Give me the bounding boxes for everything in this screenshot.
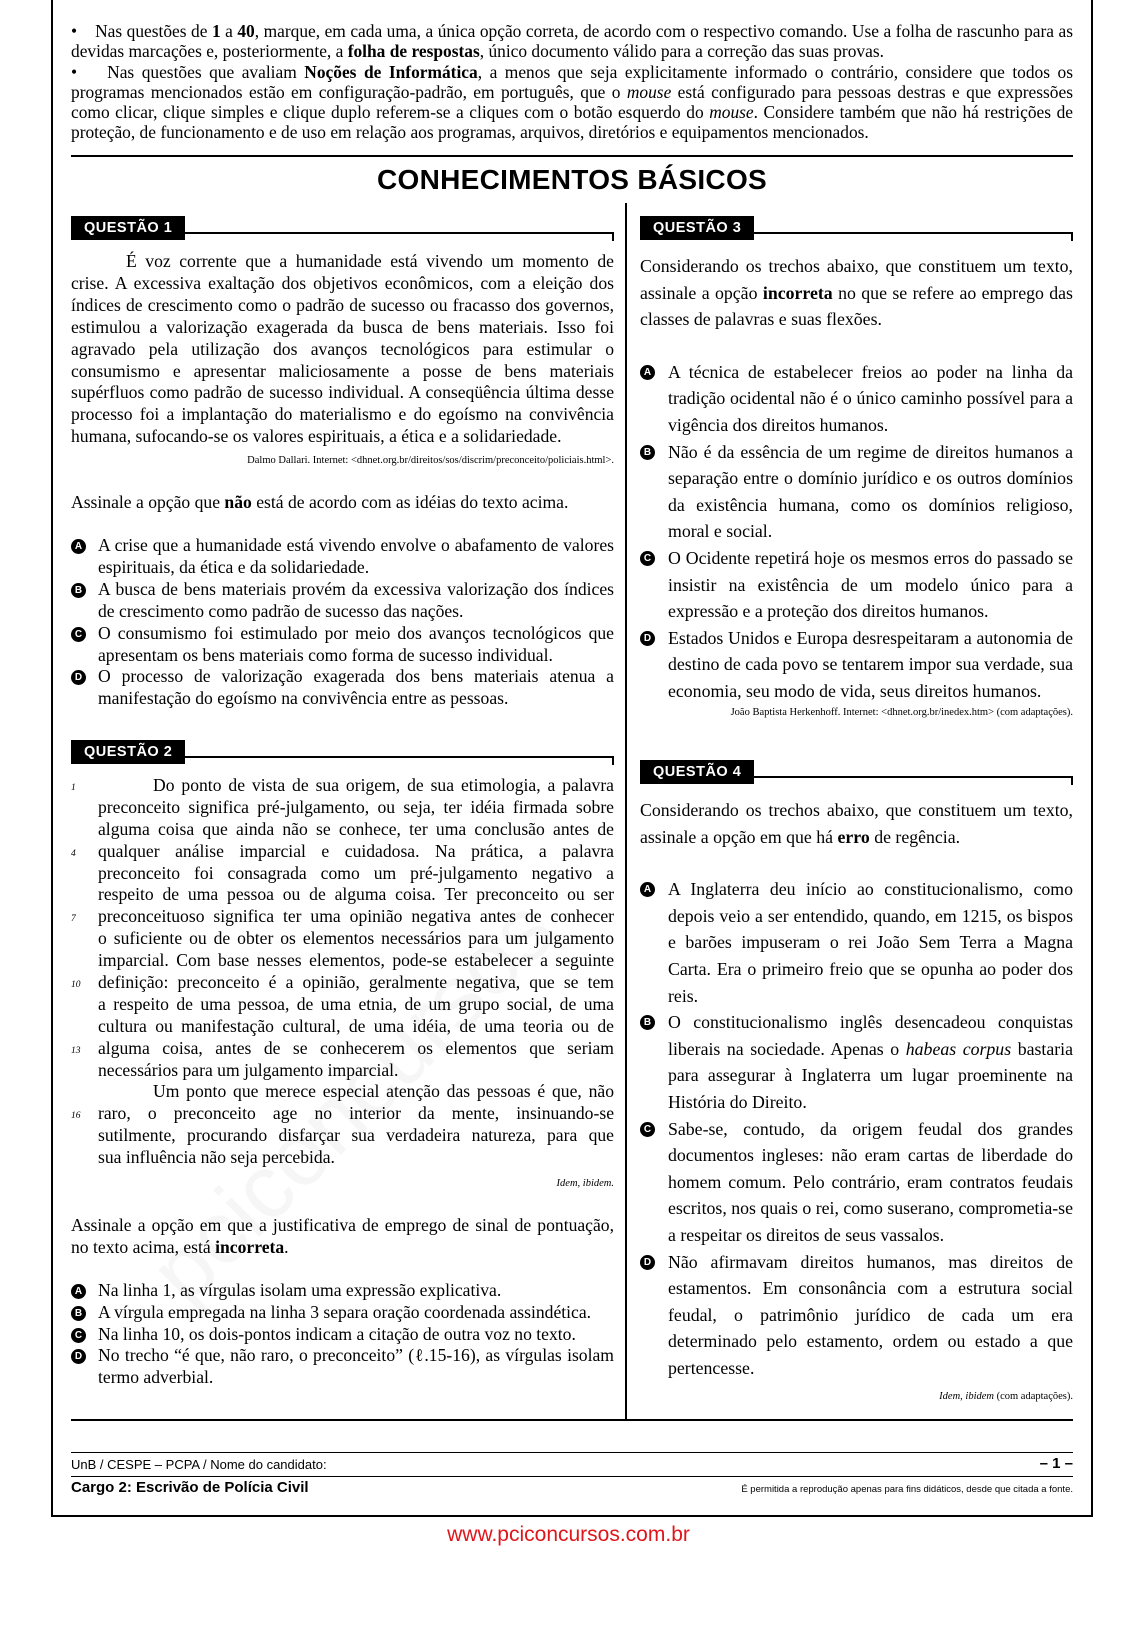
option-text: No trecho “é que, não raro, o preconceito” (ℓ.15-16), as vírgulas isolam termo adverbial. <box>98 1345 614 1388</box>
line-number: 7 <box>71 914 76 925</box>
question-3-body <box>640 253 1073 721</box>
option-letter-icon: D <box>71 670 86 685</box>
text-line <box>71 1081 614 1103</box>
text-line <box>71 819 614 841</box>
line-text: raro, o preconceito age no interior da mente, insinuando-se <box>98 1103 614 1124</box>
question-4-options <box>640 876 1073 1381</box>
question-1-header <box>71 216 614 240</box>
line-text: sutilmente, procurando disfarçar sua verdadeira natureza, para que <box>98 1125 614 1146</box>
option-text: Estados Unidos e Europa desrespeitaram a autonomia de destino de cada povo se tentarem impor sua verdade, sua economia, seu modo de vida, seus direitos humanos. <box>668 627 1073 701</box>
option-letter-icon: C <box>640 1122 655 1137</box>
option-text: O consumismo foi estimulado por meio dos avanços tecnológicos que apresentam os bens materiais como forma de sucesso individual. <box>98 622 614 665</box>
site-url[interactable]: www.pciconcursos.com.br <box>447 1523 690 1546</box>
option-letter-icon: A <box>71 539 86 554</box>
option-c <box>640 545 1073 625</box>
option-c <box>71 623 614 667</box>
footer-line-1 <box>71 1452 1073 1453</box>
option-letter-icon: B <box>71 1306 86 1321</box>
text-segment: não <box>224 492 252 513</box>
question-3-citation: João Baptista Herkenhoff. Internet: <dhnet.org.br/inedex.htm> (com adaptações). <box>730 706 1073 718</box>
text-segment: Não afirmavam direitos humanos, mas direitos de estamentos. Em consonância com a estrutura social feudal, o patrimônio jurídico de cada um era determinado pelo estamento, ordem ou estado a que pertencesse. <box>668 1251 1073 1378</box>
question-2-label: QUESTÃO 2 <box>71 740 185 764</box>
text-segment: incorreta <box>215 1236 285 1257</box>
line-number: 13 <box>71 1045 81 1056</box>
question-3-header <box>640 216 1073 240</box>
text-line <box>71 928 614 950</box>
option-text: Na linha 10, os dois-pontos indicam a citação de outra voz no texto. <box>98 1323 576 1344</box>
text-segment: (com adaptações). <box>993 1391 1073 1403</box>
footer-line-2 <box>71 1476 1073 1477</box>
instruction-2 <box>71 62 1073 143</box>
option-text: A técnica de estabelecer freios ao poder na linha da tradição ocidental não é o único caminho possível para a vigência dos direitos humanos. <box>668 361 1073 435</box>
question-1-label: QUESTÃO 1 <box>71 216 185 240</box>
question-1-options <box>71 535 614 710</box>
option-b <box>640 1009 1073 1115</box>
text-segment: folha de respostas <box>347 41 480 62</box>
option-d <box>71 1345 614 1389</box>
text-line <box>71 906 614 928</box>
page-border-left <box>51 0 53 1517</box>
line-text: cultura ou manifestação cultural, de uma idéia, de uma teoria ou de <box>98 1015 614 1036</box>
question-3-prompt <box>640 253 1073 333</box>
text-line <box>71 1060 614 1082</box>
option-letter-icon: A <box>71 1284 86 1299</box>
option-text <box>668 1012 1073 1112</box>
option-b <box>71 579 614 623</box>
line-text: imparcial. Com base nesses elementos, pode-se estabelecer a seguinte <box>98 950 614 971</box>
option-a <box>640 359 1073 439</box>
option-b <box>71 1302 614 1324</box>
text-segment: 40 <box>237 21 255 41</box>
line-text: preconceituoso significa ter uma opinião negativa antes de conhecer <box>98 906 614 927</box>
text-segment: está de acordo com as idéias do texto acima. <box>251 492 569 513</box>
line-text: definição: preconceito é a opinião, geralmente negativa, que se tem <box>98 972 614 993</box>
text-segment: , a menos que seja explicitamente informado o contrário, considere que todos os programas mencionados estão em configuração-padrão, em português, que o <box>71 61 1073 102</box>
text-line <box>71 841 614 863</box>
text-segment: incorreta <box>762 282 833 303</box>
text-line <box>71 884 614 906</box>
question-2-body <box>71 775 614 1389</box>
option-text: A crise que a humanidade está vivendo envolve o abafamento de valores espirituais, da ética e da solidariedade. <box>98 534 614 577</box>
line-number: 1 <box>71 783 76 793</box>
line-text: qualquer análise imparcial e cuidadosa. Na prática, a palavra <box>98 840 614 861</box>
text-segment: está configurado para pessoas destras e que expressões como clicar, clique simples e clique duplo referem-se a cliques com o botão esquerdo do <box>71 81 1073 123</box>
text-segment: , único documento válido para a correção das suas provas. <box>479 41 884 62</box>
option-b <box>640 439 1073 545</box>
line-text: alguma coisa que ainda não se conhece, ter uma conclusão antes de <box>98 818 614 839</box>
text-segment: . <box>284 1236 289 1257</box>
question-1-body <box>71 251 614 710</box>
text-segment: Idem, ibidem <box>939 1391 994 1403</box>
question-1-citation: Dalmo Dallari. Internet: <dhnet.org.br/direitos/sos/discrim/preconceito/policiais.html>. <box>247 455 614 467</box>
option-letter-icon: D <box>640 1255 655 1270</box>
line-text: respeito de uma pessoa ou de alguma coisa. Ter preconceito ou ser <box>98 884 614 905</box>
text-segment: 1 <box>211 21 221 41</box>
option-d <box>640 625 1073 705</box>
question-3-label: QUESTÃO 3 <box>640 216 754 240</box>
line-number: 10 <box>71 980 81 991</box>
option-text: A vírgula empregada na linha 3 separa oração coordenada assindética. <box>98 1301 592 1322</box>
text-segment: Assinale a opção que <box>71 492 225 513</box>
question-1-prompt <box>71 492 614 514</box>
text-segment: habeas corpus <box>905 1038 1012 1059</box>
option-letter-icon: C <box>71 1328 86 1343</box>
text-segment: bastaria para assegurar à Inglaterra um lugar proeminente na História do Direito. <box>668 1038 1073 1112</box>
option-letter-icon: D <box>640 631 655 646</box>
option-text: O processo de valorização exagerada dos bens materiais atenua a manifestação do egoísmo na convivência entre as pessoas. <box>98 666 614 709</box>
line-text: alguma coisa, antes de se conhecerem os elementos que seriam <box>98 1037 614 1058</box>
option-text: Na linha 1, as vírgulas isolam uma expressão explicativa. <box>98 1279 502 1300</box>
option-d <box>71 666 614 710</box>
text-segment: Considerando os trechos abaixo, que constituem um texto, assinale a opção em que há <box>640 800 1073 847</box>
page-border-right <box>1091 0 1093 1517</box>
line-number: 4 <box>71 848 76 859</box>
text-segment: , marque, em cada uma, a única opção correta, de acordo com o respectivo comando. Use a folha de rascunho para as devidas marcações e, posteriormente, a <box>71 21 1073 62</box>
text-line <box>71 972 614 994</box>
text-segment: Assinale a opção em que a justificativa de emprego de sinal de pontuação, no texto acima, está <box>71 1214 614 1257</box>
text-segment: erro <box>837 826 870 847</box>
question-3-options <box>640 359 1073 705</box>
text-segment: mouse <box>626 81 672 102</box>
line-text: Do ponto de vista de sua origem, de sua etimologia, a palavra <box>153 775 614 795</box>
text-segment: de regência. <box>869 826 961 847</box>
text-line <box>71 863 614 885</box>
option-text: A busca de bens materiais provém da excessiva valorização dos índices de crescimento como padrão de sucesso das nações. <box>98 578 614 621</box>
option-letter-icon: C <box>71 627 86 642</box>
line-text: preconceito significa pré-julgamento, ou seja, ter idéia firmada sobre <box>98 796 614 817</box>
instructions <box>71 21 1073 143</box>
line-number: 16 <box>71 1111 81 1122</box>
text-segment: mouse <box>709 102 754 123</box>
line-text: a respeito de uma pessoa, de uma etnia, de um grupo social, de uma <box>98 993 614 1014</box>
question-4-label: QUESTÃO 4 <box>640 760 754 784</box>
page-number: – 1 – <box>1039 1455 1073 1472</box>
option-a <box>640 876 1073 1009</box>
column-divider <box>625 203 627 1420</box>
line-text: o suficiente ou de obter os elementos necessários para um julgamento <box>98 928 614 949</box>
text-line <box>71 797 614 819</box>
text-segment: a <box>220 21 238 41</box>
text-line <box>71 1016 614 1038</box>
question-4-prompt <box>640 797 1073 850</box>
option-text: Não é da essência de um regime de direitos humanos a separação entre o domínio jurídico e os outros domínios da existência humana, como os domínios religioso, moral e social. <box>668 441 1073 542</box>
question-4-body <box>640 797 1073 1407</box>
text-segment: O constitucionalismo inglês desencadeou conquistas liberais na sociedade. Apenas o <box>668 1012 1073 1059</box>
question-1-text: É voz corrente que a humanidade está vivendo um momento de crise. A excessiva exaltação dos objetivos econômicos, com a eleição dos índices de crescimento como o padrão de sucesso ou fracasso dos governos, estimulou a valorização exagerada da busca de bens materiais. Isso foi agravado pela utilização dos avanços tecnológicos para estimular o consumismo e apresentar maliciosamente a posse de bens materiais supérfluos como padrão de sucesso individual. A conseqüência última desse processo foi a implantação do materialismo e do egoísmo na convivência humana, sufocando-se os valores espirituais, a ética e a solidariedade. <box>71 251 614 447</box>
option-text: O Ocidente repetirá hoje os mesmos erros do passado se insistir na existência de um modelo único para a expressão e a proteção dos direitos humanos. <box>668 547 1073 622</box>
text-segment: Noções de Informática <box>304 61 478 82</box>
text-segment: • Nas questões de <box>71 21 212 41</box>
footer-exam-info: UnB / CESPE – PCPA / Nome do candidato: <box>71 1457 327 1472</box>
question-2-text <box>71 775 614 1169</box>
text-line <box>71 1147 614 1169</box>
text-line <box>71 950 614 972</box>
option-letter-icon: A <box>640 365 655 380</box>
question-4-citation <box>640 1387 1073 1407</box>
option-letter-icon: A <box>640 882 655 897</box>
option-a <box>71 535 614 579</box>
text-segment: A Inglaterra deu início ao constitucionalismo, como depois veio a ser entendido, quando, em 1215, os bispos e barões impuseram o rei João Sem Terra a Magna Carta. Era o primeiro freio que se opunha ao poder dos reis. <box>668 879 1073 1006</box>
section-title: CONHECIMENTOS BÁSICOS <box>376 164 768 195</box>
text-line <box>71 1125 614 1147</box>
text-segment: . Considere também que não há restrições de proteção, de funcionamento e de uso em relação aos programas, arquivos, diretórios e equipamentos mencionados. <box>71 102 1073 143</box>
option-text <box>668 1252 1073 1378</box>
text-line <box>71 1103 614 1125</box>
question-2-options <box>71 1280 614 1390</box>
text-line <box>71 994 614 1016</box>
divider-top <box>71 155 1073 157</box>
footer-position: Cargo 2: Escrivão de Polícia Civil <box>71 1479 309 1496</box>
text-segment: • Nas questões que avaliam <box>71 61 305 82</box>
page-border-bottom <box>51 1515 1093 1517</box>
option-d <box>640 1249 1073 1382</box>
line-text: sua influência não seja percebida. <box>98 1147 335 1168</box>
line-text: Um ponto que merece especial atenção das pessoas é que, não <box>153 1081 614 1102</box>
question-4-header <box>640 760 1073 784</box>
instruction-1 <box>71 21 1073 62</box>
option-letter-icon: B <box>640 445 655 460</box>
divider-bottom <box>71 1419 1073 1421</box>
text-line <box>71 775 614 797</box>
option-c <box>71 1324 614 1346</box>
option-a <box>71 1280 614 1302</box>
option-letter-icon: D <box>71 1349 86 1364</box>
option-text <box>668 1119 1073 1245</box>
text-line <box>71 1038 614 1060</box>
line-text: necessários para um julgamento imparcial. <box>98 1059 399 1080</box>
option-text <box>668 879 1073 1005</box>
text-segment: no que se refere ao emprego das classes de palavras e suas flexões. <box>640 282 1073 330</box>
option-letter-icon: B <box>71 583 86 598</box>
option-c <box>640 1116 1073 1249</box>
text-segment: Sabe-se, contudo, da origem feudal dos grandes documentos ingleses: não eram cartas de liberdade do homem comum. Pelo contrário, eram contratos feudais escritos, nos quais o rei, como suserano, comprometia-se a respeitar os direitos de seus vassalos. <box>668 1118 1073 1245</box>
question-2-citation: Idem, ibidem. <box>556 1178 614 1190</box>
text-segment: Considerando os trechos abaixo, que constituem um texto, assinale a opção <box>640 256 1073 303</box>
question-2-prompt <box>71 1215 614 1259</box>
question-2-header <box>71 740 614 764</box>
option-letter-icon: B <box>640 1015 655 1030</box>
footer-reproduction-note: É permitida a reprodução apenas para fins didáticos, desde que citada a fonte. <box>741 1484 1073 1495</box>
option-letter-icon: C <box>640 551 655 566</box>
line-text: preconceito foi consagrada como um pré-julgamento negativo a <box>98 862 614 883</box>
